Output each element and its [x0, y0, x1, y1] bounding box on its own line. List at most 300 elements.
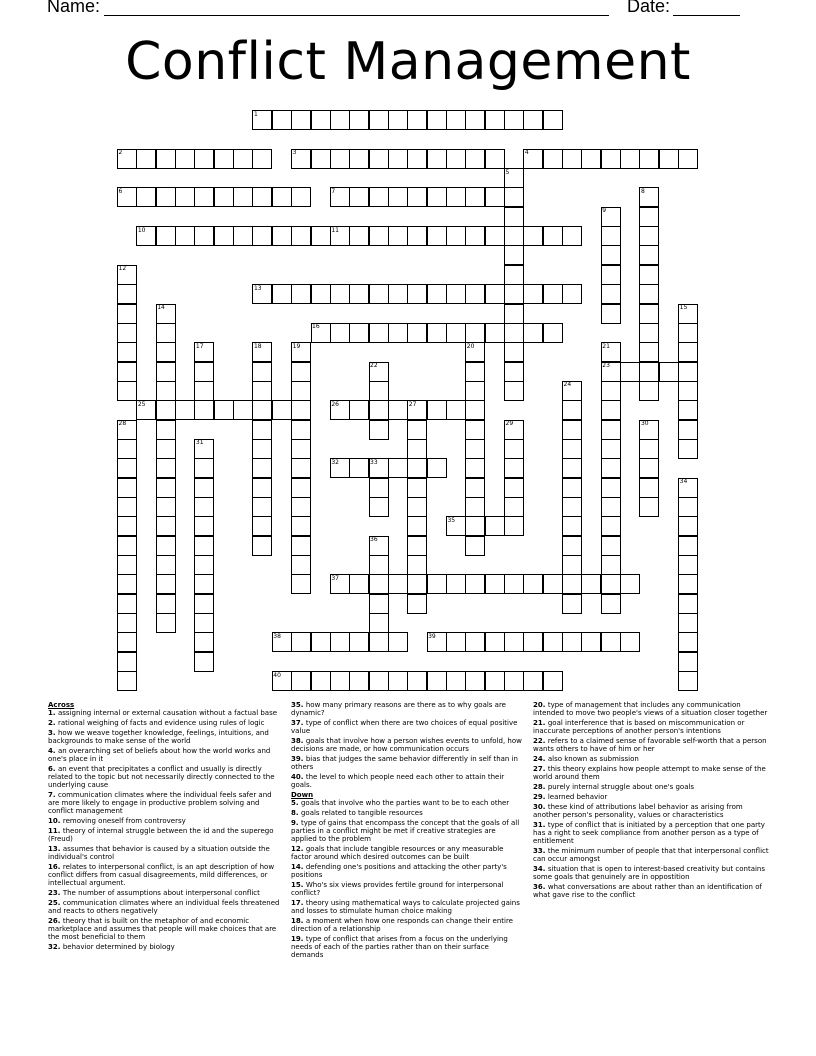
grid-cell[interactable]	[311, 632, 331, 652]
grid-cell[interactable]	[156, 362, 176, 382]
grid-cell[interactable]	[369, 574, 389, 594]
grid-cell[interactable]	[214, 149, 234, 169]
grid-cell[interactable]	[407, 458, 427, 478]
grid-cell[interactable]	[136, 149, 156, 169]
grid-cell[interactable]	[562, 400, 582, 420]
grid-cell[interactable]	[214, 226, 234, 246]
grid-cell[interactable]	[330, 671, 350, 691]
grid-cell[interactable]	[252, 362, 272, 382]
grid-cell[interactable]	[291, 516, 311, 536]
grid-cell[interactable]	[291, 671, 311, 691]
grid-cell[interactable]	[117, 652, 137, 672]
grid-cell[interactable]	[678, 381, 698, 401]
grid-cell[interactable]	[349, 400, 369, 420]
grid-cell[interactable]	[156, 613, 176, 633]
grid-cell[interactable]	[156, 381, 176, 401]
grid-cell[interactable]	[117, 458, 137, 478]
grid-cell[interactable]	[349, 284, 369, 304]
grid-cell[interactable]	[620, 574, 640, 594]
grid-cell[interactable]	[175, 400, 195, 420]
grid-cell[interactable]	[194, 652, 214, 672]
grid-cell[interactable]	[291, 458, 311, 478]
grid-cell[interactable]	[407, 187, 427, 207]
grid-cell[interactable]	[601, 458, 621, 478]
grid-cell[interactable]	[562, 226, 582, 246]
grid-cell[interactable]	[388, 226, 408, 246]
grid-cell[interactable]	[465, 478, 485, 498]
grid-cell[interactable]	[349, 187, 369, 207]
grid-cell[interactable]	[252, 400, 272, 420]
grid-cell[interactable]	[291, 497, 311, 517]
grid-cell[interactable]	[523, 574, 543, 594]
grid-cell[interactable]	[156, 555, 176, 575]
grid-cell[interactable]	[407, 594, 427, 614]
grid-cell[interactable]	[194, 516, 214, 536]
grid-cell[interactable]	[349, 110, 369, 130]
grid-cell[interactable]	[504, 265, 524, 285]
grid-cell[interactable]	[504, 362, 524, 382]
grid-cell[interactable]	[156, 400, 176, 420]
grid-cell[interactable]	[117, 439, 137, 459]
grid-cell[interactable]	[117, 516, 137, 536]
grid-cell[interactable]	[504, 381, 524, 401]
grid-cell[interactable]	[156, 574, 176, 594]
grid-cell[interactable]	[175, 149, 195, 169]
grid-cell[interactable]	[233, 400, 253, 420]
grid-cell[interactable]	[388, 187, 408, 207]
grid-cell[interactable]	[485, 284, 505, 304]
grid-cell[interactable]	[427, 284, 447, 304]
grid-cell[interactable]	[117, 284, 137, 304]
grid-cell[interactable]	[252, 226, 272, 246]
grid-cell[interactable]	[465, 497, 485, 517]
grid-cell[interactable]	[369, 226, 389, 246]
grid-cell[interactable]	[639, 245, 659, 265]
grid-cell[interactable]	[311, 149, 331, 169]
grid-cell[interactable]	[175, 187, 195, 207]
grid-cell[interactable]	[156, 226, 176, 246]
grid-cell[interactable]	[601, 304, 621, 324]
grid-cell[interactable]	[485, 323, 505, 343]
grid-cell[interactable]	[446, 284, 466, 304]
grid-cell[interactable]	[407, 284, 427, 304]
grid-cell[interactable]	[504, 323, 524, 343]
grid-cell[interactable]	[252, 458, 272, 478]
grid-cell[interactable]	[291, 536, 311, 556]
grid-cell[interactable]	[311, 284, 331, 304]
grid-cell[interactable]	[427, 226, 447, 246]
grid-cell[interactable]	[194, 613, 214, 633]
grid-cell[interactable]	[194, 149, 214, 169]
grid-cell[interactable]	[543, 110, 563, 130]
grid-cell[interactable]	[465, 574, 485, 594]
grid-cell[interactable]	[465, 226, 485, 246]
grid-cell[interactable]	[407, 555, 427, 575]
grid-cell[interactable]	[407, 516, 427, 536]
grid-cell[interactable]	[543, 574, 563, 594]
grid-cell[interactable]	[485, 226, 505, 246]
grid-cell[interactable]	[659, 362, 679, 382]
grid-cell[interactable]	[504, 226, 524, 246]
grid-cell[interactable]	[349, 226, 369, 246]
grid-cell[interactable]	[543, 632, 563, 652]
grid-cell[interactable]	[678, 323, 698, 343]
grid-cell[interactable]	[504, 304, 524, 324]
grid-cell[interactable]	[369, 284, 389, 304]
grid-cell[interactable]	[349, 671, 369, 691]
grid-cell[interactable]	[194, 400, 214, 420]
grid-cell[interactable]	[175, 226, 195, 246]
grid-cell[interactable]	[252, 420, 272, 440]
grid-cell[interactable]	[465, 458, 485, 478]
grid-cell[interactable]	[562, 284, 582, 304]
grid-cell[interactable]	[388, 284, 408, 304]
grid-cell[interactable]	[678, 536, 698, 556]
grid-cell[interactable]	[252, 187, 272, 207]
grid-cell[interactable]	[117, 304, 137, 324]
grid-cell[interactable]	[504, 110, 524, 130]
grid-cell[interactable]	[330, 323, 350, 343]
grid-cell[interactable]	[678, 420, 698, 440]
grid-cell[interactable]	[194, 381, 214, 401]
grid-cell[interactable]	[407, 420, 427, 440]
grid-cell[interactable]	[543, 284, 563, 304]
grid-cell[interactable]	[446, 226, 466, 246]
grid-cell[interactable]	[639, 323, 659, 343]
grid-cell[interactable]	[562, 439, 582, 459]
grid-cell[interactable]	[369, 381, 389, 401]
grid-cell[interactable]	[117, 536, 137, 556]
grid-cell[interactable]	[562, 536, 582, 556]
grid-cell[interactable]	[427, 323, 447, 343]
grid-cell[interactable]	[446, 110, 466, 130]
grid-cell[interactable]	[388, 458, 408, 478]
grid-cell[interactable]	[465, 671, 485, 691]
grid-cell[interactable]	[562, 594, 582, 614]
grid-cell[interactable]	[465, 439, 485, 459]
grid-cell[interactable]	[369, 400, 389, 420]
grid-cell[interactable]	[272, 226, 292, 246]
grid-cell[interactable]	[485, 574, 505, 594]
grid-cell[interactable]	[601, 516, 621, 536]
grid-cell[interactable]	[407, 671, 427, 691]
grid-cell[interactable]	[194, 632, 214, 652]
grid-cell[interactable]	[523, 284, 543, 304]
grid-cell[interactable]	[291, 226, 311, 246]
grid-cell[interactable]	[272, 400, 292, 420]
grid-cell[interactable]	[291, 362, 311, 382]
grid-cell[interactable]	[562, 516, 582, 536]
grid-cell[interactable]	[504, 516, 524, 536]
grid-cell[interactable]	[504, 207, 524, 227]
grid-cell[interactable]	[252, 536, 272, 556]
grid-cell[interactable]	[272, 187, 292, 207]
grid-cell[interactable]	[639, 439, 659, 459]
grid-cell[interactable]	[639, 381, 659, 401]
grid-cell[interactable]	[639, 458, 659, 478]
grid-cell[interactable]	[369, 323, 389, 343]
grid-cell[interactable]	[639, 207, 659, 227]
grid-cell[interactable]	[504, 284, 524, 304]
grid-cell[interactable]	[291, 381, 311, 401]
grid-cell[interactable]	[156, 536, 176, 556]
grid-cell[interactable]	[194, 594, 214, 614]
grid-cell[interactable]	[601, 555, 621, 575]
grid-cell[interactable]	[427, 458, 447, 478]
grid-cell[interactable]	[388, 110, 408, 130]
grid-cell[interactable]	[388, 671, 408, 691]
grid-cell[interactable]	[601, 439, 621, 459]
grid-cell[interactable]	[369, 613, 389, 633]
grid-cell[interactable]	[194, 555, 214, 575]
grid-cell[interactable]	[407, 323, 427, 343]
grid-cell[interactable]	[388, 149, 408, 169]
grid-cell[interactable]	[291, 574, 311, 594]
grid-cell[interactable]	[156, 458, 176, 478]
grid-cell[interactable]	[117, 613, 137, 633]
grid-cell[interactable]	[678, 632, 698, 652]
grid-cell[interactable]	[601, 149, 621, 169]
grid-cell[interactable]	[446, 671, 466, 691]
grid-cell[interactable]	[446, 574, 466, 594]
grid-cell[interactable]	[639, 304, 659, 324]
grid-cell[interactable]	[504, 439, 524, 459]
grid-cell[interactable]	[291, 420, 311, 440]
grid-cell[interactable]	[252, 497, 272, 517]
grid-cell[interactable]	[291, 555, 311, 575]
grid-cell[interactable]	[311, 110, 331, 130]
grid-cell[interactable]	[117, 478, 137, 498]
grid-cell[interactable]	[388, 632, 408, 652]
grid-cell[interactable]	[446, 187, 466, 207]
grid-cell[interactable]	[678, 400, 698, 420]
grid-cell[interactable]	[504, 632, 524, 652]
grid-cell[interactable]	[465, 381, 485, 401]
grid-cell[interactable]	[311, 671, 331, 691]
grid-cell[interactable]	[194, 574, 214, 594]
grid-cell[interactable]	[194, 187, 214, 207]
grid-cell[interactable]	[465, 632, 485, 652]
grid-cell[interactable]	[678, 594, 698, 614]
grid-cell[interactable]	[407, 478, 427, 498]
grid-cell[interactable]	[504, 671, 524, 691]
grid-cell[interactable]	[639, 149, 659, 169]
grid-cell[interactable]	[427, 671, 447, 691]
grid-cell[interactable]	[369, 478, 389, 498]
grid-cell[interactable]	[214, 187, 234, 207]
grid-cell[interactable]	[233, 226, 253, 246]
grid-cell[interactable]	[562, 497, 582, 517]
grid-cell[interactable]	[407, 226, 427, 246]
grid-cell[interactable]	[465, 110, 485, 130]
grid-cell[interactable]	[620, 149, 640, 169]
grid-cell[interactable]	[427, 400, 447, 420]
grid-cell[interactable]	[601, 536, 621, 556]
grid-cell[interactable]	[465, 187, 485, 207]
grid-cell[interactable]	[485, 632, 505, 652]
grid-cell[interactable]	[233, 187, 253, 207]
grid-cell[interactable]	[369, 497, 389, 517]
grid-cell[interactable]	[678, 652, 698, 672]
grid-cell[interactable]	[465, 420, 485, 440]
grid-cell[interactable]	[407, 439, 427, 459]
grid-cell[interactable]	[620, 632, 640, 652]
grid-cell[interactable]	[194, 226, 214, 246]
grid-cell[interactable]	[194, 497, 214, 517]
grid-cell[interactable]	[581, 632, 601, 652]
grid-cell[interactable]	[369, 632, 389, 652]
grid-cell[interactable]	[291, 110, 311, 130]
grid-cell[interactable]	[678, 613, 698, 633]
grid-cell[interactable]	[117, 555, 137, 575]
grid-cell[interactable]	[678, 497, 698, 517]
grid-cell[interactable]	[407, 110, 427, 130]
grid-cell[interactable]	[330, 284, 350, 304]
grid-cell[interactable]	[156, 516, 176, 536]
grid-cell[interactable]	[214, 400, 234, 420]
grid-cell[interactable]	[639, 497, 659, 517]
grid-cell[interactable]	[349, 323, 369, 343]
grid-cell[interactable]	[369, 555, 389, 575]
grid-cell[interactable]	[678, 439, 698, 459]
grid-cell[interactable]	[465, 323, 485, 343]
grid-cell[interactable]	[639, 478, 659, 498]
grid-cell[interactable]	[543, 671, 563, 691]
grid-cell[interactable]	[485, 671, 505, 691]
grid-cell[interactable]	[156, 149, 176, 169]
grid-cell[interactable]	[485, 187, 505, 207]
grid-cell[interactable]	[330, 110, 350, 130]
grid-cell[interactable]	[678, 555, 698, 575]
grid-cell[interactable]	[465, 536, 485, 556]
grid-cell[interactable]	[639, 362, 659, 382]
grid-cell[interactable]	[427, 187, 447, 207]
grid-cell[interactable]	[446, 400, 466, 420]
grid-cell[interactable]	[156, 420, 176, 440]
grid-cell[interactable]	[194, 536, 214, 556]
grid-cell[interactable]	[465, 516, 485, 536]
grid-cell[interactable]	[252, 439, 272, 459]
grid-cell[interactable]	[562, 420, 582, 440]
grid-cell[interactable]	[504, 574, 524, 594]
grid-cell[interactable]	[388, 323, 408, 343]
grid-cell[interactable]	[407, 149, 427, 169]
grid-cell[interactable]	[156, 439, 176, 459]
grid-cell[interactable]	[678, 149, 698, 169]
grid-cell[interactable]	[117, 381, 137, 401]
grid-cell[interactable]	[349, 632, 369, 652]
grid-cell[interactable]	[117, 497, 137, 517]
grid-cell[interactable]	[117, 594, 137, 614]
grid-cell[interactable]	[117, 342, 137, 362]
grid-cell[interactable]	[194, 478, 214, 498]
grid-cell[interactable]	[562, 574, 582, 594]
grid-cell[interactable]	[504, 187, 524, 207]
grid-cell[interactable]	[156, 342, 176, 362]
grid-cell[interactable]	[388, 574, 408, 594]
grid-cell[interactable]	[678, 362, 698, 382]
grid-cell[interactable]	[252, 516, 272, 536]
grid-cell[interactable]	[156, 478, 176, 498]
grid-cell[interactable]	[407, 497, 427, 517]
grid-cell[interactable]	[194, 362, 214, 382]
grid-cell[interactable]	[562, 149, 582, 169]
grid-cell[interactable]	[485, 110, 505, 130]
grid-cell[interactable]	[601, 265, 621, 285]
grid-cell[interactable]	[291, 439, 311, 459]
grid-cell[interactable]	[349, 458, 369, 478]
grid-cell[interactable]	[407, 536, 427, 556]
grid-cell[interactable]	[117, 574, 137, 594]
grid-cell[interactable]	[291, 400, 311, 420]
grid-cell[interactable]	[601, 420, 621, 440]
grid-cell[interactable]	[523, 226, 543, 246]
grid-cell[interactable]	[465, 362, 485, 382]
grid-cell[interactable]	[523, 671, 543, 691]
grid-cell[interactable]	[388, 400, 408, 420]
grid-cell[interactable]	[156, 323, 176, 343]
grid-cell[interactable]	[446, 323, 466, 343]
grid-cell[interactable]	[543, 226, 563, 246]
grid-cell[interactable]	[427, 149, 447, 169]
grid-cell[interactable]	[504, 478, 524, 498]
grid-cell[interactable]	[369, 110, 389, 130]
grid-cell[interactable]	[485, 516, 505, 536]
grid-cell[interactable]	[465, 149, 485, 169]
grid-cell[interactable]	[349, 149, 369, 169]
grid-cell[interactable]	[117, 632, 137, 652]
grid-cell[interactable]	[252, 149, 272, 169]
grid-cell[interactable]	[639, 265, 659, 285]
grid-cell[interactable]	[639, 284, 659, 304]
grid-cell[interactable]	[601, 497, 621, 517]
grid-cell[interactable]	[601, 381, 621, 401]
grid-cell[interactable]	[601, 478, 621, 498]
grid-cell[interactable]	[562, 555, 582, 575]
grid-cell[interactable]	[678, 574, 698, 594]
grid-cell[interactable]	[369, 420, 389, 440]
grid-cell[interactable]	[446, 149, 466, 169]
grid-cell[interactable]	[523, 110, 543, 130]
grid-cell[interactable]	[311, 226, 331, 246]
grid-cell[interactable]	[291, 632, 311, 652]
grid-cell[interactable]	[465, 284, 485, 304]
grid-cell[interactable]	[369, 187, 389, 207]
grid-cell[interactable]	[523, 323, 543, 343]
grid-cell[interactable]	[678, 342, 698, 362]
grid-cell[interactable]	[291, 187, 311, 207]
grid-cell[interactable]	[601, 594, 621, 614]
grid-cell[interactable]	[543, 323, 563, 343]
grid-cell[interactable]	[504, 458, 524, 478]
grid-cell[interactable]	[465, 400, 485, 420]
grid-cell[interactable]	[601, 400, 621, 420]
grid-cell[interactable]	[330, 149, 350, 169]
grid-cell[interactable]	[117, 323, 137, 343]
grid-cell[interactable]	[330, 632, 350, 652]
grid-cell[interactable]	[639, 226, 659, 246]
grid-cell[interactable]	[117, 671, 137, 691]
grid-cell[interactable]	[427, 574, 447, 594]
grid-cell[interactable]	[446, 632, 466, 652]
grid-cell[interactable]	[601, 574, 621, 594]
grid-cell[interactable]	[117, 362, 137, 382]
grid-cell[interactable]	[272, 110, 292, 130]
grid-cell[interactable]	[291, 284, 311, 304]
grid-cell[interactable]	[504, 342, 524, 362]
grid-cell[interactable]	[620, 362, 640, 382]
grid-cell[interactable]	[543, 149, 563, 169]
